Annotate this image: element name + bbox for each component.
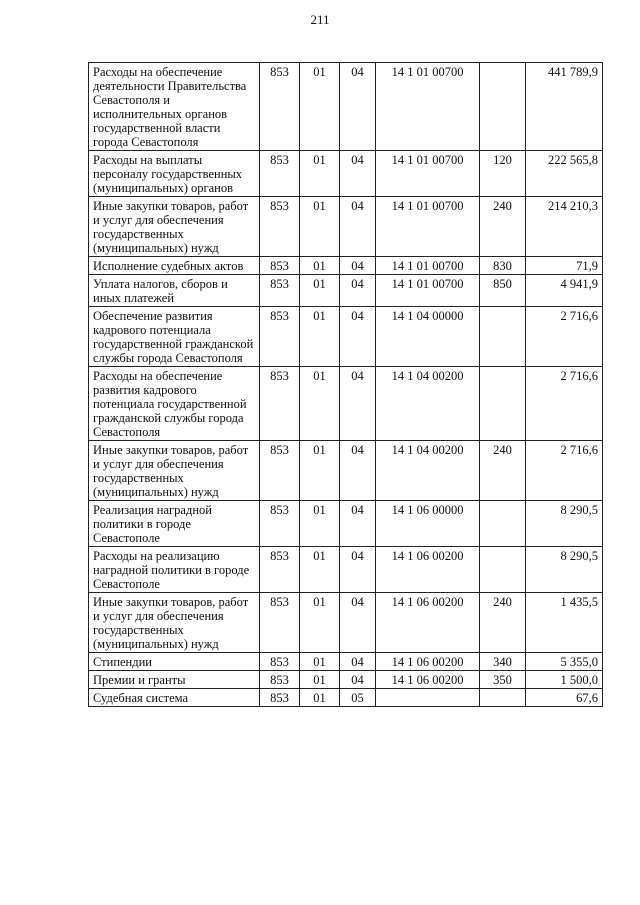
ministry-code-cell: 853 (260, 501, 300, 547)
section-code-cell: 01 (300, 197, 340, 257)
table-row (89, 593, 603, 653)
ministry-code-cell: 853 (260, 689, 300, 707)
expense-name-cell: Исполнение судебных актов (89, 257, 260, 275)
expense-type-cell: 830 (480, 257, 526, 275)
expense-name-cell: Реализация наградной политики в городе Севастополе (89, 501, 260, 547)
subsection-code-cell: 04 (340, 501, 376, 547)
subsection-code-cell: 04 (340, 275, 376, 307)
page-number: 211 (310, 12, 330, 27)
ministry-code-cell: 853 (260, 547, 300, 593)
section-code-cell: 01 (300, 501, 340, 547)
section-code-cell: 01 (300, 653, 340, 671)
subsection-code-cell: 04 (340, 671, 376, 689)
amount-cell: 8 290,5 (526, 501, 603, 547)
amount-cell: 2 716,6 (526, 367, 603, 441)
expense-type-cell (480, 307, 526, 367)
section-code-cell: 01 (300, 151, 340, 197)
ministry-code-cell: 853 (260, 63, 300, 151)
table-row (89, 257, 603, 275)
amount-cell: 1 435,5 (526, 593, 603, 653)
subsection-code-cell: 04 (340, 367, 376, 441)
ministry-code-cell: 853 (260, 653, 300, 671)
table-row (89, 307, 603, 367)
amount-cell: 4 941,9 (526, 275, 603, 307)
budget-table (88, 62, 603, 707)
target-article-cell: 14 1 04 00000 (376, 307, 480, 367)
target-article-cell: 14 1 01 00700 (376, 151, 480, 197)
subsection-code-cell: 04 (340, 653, 376, 671)
table-row (89, 689, 603, 707)
expense-name-cell: Иные закупки товаров, работ и услуг для обеспечения государственных (муниципальных) нужд (89, 441, 260, 501)
expense-name-cell: Премии и гранты (89, 671, 260, 689)
expense-name-cell: Уплата налогов, сборов и иных платежей (89, 275, 260, 307)
amount-cell: 5 355,0 (526, 653, 603, 671)
amount-cell: 67,6 (526, 689, 603, 707)
section-code-cell: 01 (300, 441, 340, 501)
expense-type-cell: 850 (480, 275, 526, 307)
expense-name-cell: Обеспечение развития кадрового потенциала государственной гражданской службы города Севастополя (89, 307, 260, 367)
expense-type-cell: 240 (480, 441, 526, 501)
ministry-code-cell: 853 (260, 671, 300, 689)
subsection-code-cell: 04 (340, 257, 376, 275)
expense-type-cell: 340 (480, 653, 526, 671)
target-article-cell: 14 1 06 00200 (376, 593, 480, 653)
amount-cell: 71,9 (526, 257, 603, 275)
ministry-code-cell: 853 (260, 593, 300, 653)
expense-type-cell: 120 (480, 151, 526, 197)
section-code-cell: 01 (300, 307, 340, 367)
expense-name-cell: Расходы на реализацию наградной политики в городе Севастополе (89, 547, 260, 593)
target-article-cell: 14 1 01 00700 (376, 197, 480, 257)
subsection-code-cell: 05 (340, 689, 376, 707)
section-code-cell: 01 (300, 63, 340, 151)
table-row (89, 547, 603, 593)
expense-name-cell: Иные закупки товаров, работ и услуг для обеспечения государственных (муниципальных) нужд (89, 593, 260, 653)
expense-type-cell (480, 689, 526, 707)
section-code-cell: 01 (300, 257, 340, 275)
target-article-cell (376, 689, 480, 707)
ministry-code-cell: 853 (260, 441, 300, 501)
table-row (89, 653, 603, 671)
amount-cell: 214 210,3 (526, 197, 603, 257)
subsection-code-cell: 04 (340, 547, 376, 593)
ministry-code-cell: 853 (260, 197, 300, 257)
target-article-cell: 14 1 06 00200 (376, 653, 480, 671)
table-row (89, 63, 603, 151)
subsection-code-cell: 04 (340, 197, 376, 257)
expense-name-cell: Судебная система (89, 689, 260, 707)
expense-name-cell: Стипендии (89, 653, 260, 671)
expense-name-cell: Расходы на выплаты персоналу государственных (муниципальных) органов (89, 151, 260, 197)
target-article-cell: 14 1 04 00200 (376, 367, 480, 441)
table-row (89, 671, 603, 689)
expense-type-cell (480, 501, 526, 547)
budget-table-body (89, 63, 603, 707)
expense-type-cell (480, 367, 526, 441)
target-article-cell: 14 1 06 00200 (376, 547, 480, 593)
expense-type-cell: 350 (480, 671, 526, 689)
amount-cell: 441 789,9 (526, 63, 603, 151)
table-row (89, 151, 603, 197)
subsection-code-cell: 04 (340, 307, 376, 367)
section-code-cell: 01 (300, 593, 340, 653)
target-article-cell: 14 1 06 00000 (376, 501, 480, 547)
subsection-code-cell: 04 (340, 441, 376, 501)
target-article-cell: 14 1 01 00700 (376, 275, 480, 307)
table-row (89, 501, 603, 547)
amount-cell: 222 565,8 (526, 151, 603, 197)
amount-cell: 1 500,0 (526, 671, 603, 689)
section-code-cell: 01 (300, 689, 340, 707)
ministry-code-cell: 853 (260, 257, 300, 275)
subsection-code-cell: 04 (340, 151, 376, 197)
ministry-code-cell: 853 (260, 151, 300, 197)
table-row (89, 197, 603, 257)
amount-cell: 2 716,6 (526, 441, 603, 501)
section-code-cell: 01 (300, 367, 340, 441)
subsection-code-cell: 04 (340, 63, 376, 151)
expense-type-cell: 240 (480, 593, 526, 653)
target-article-cell: 14 1 01 00700 (376, 63, 480, 151)
expense-name-cell: Расходы на обеспечение деятельности Правительства Севастополя и исполнительных органов государственной власти города Севастополя (89, 63, 260, 151)
table-row (89, 275, 603, 307)
ministry-code-cell: 853 (260, 307, 300, 367)
ministry-code-cell: 853 (260, 367, 300, 441)
table-row (89, 441, 603, 501)
amount-cell: 2 716,6 (526, 307, 603, 367)
section-code-cell: 01 (300, 671, 340, 689)
table-row (89, 367, 603, 441)
expense-type-cell: 240 (480, 197, 526, 257)
section-code-cell: 01 (300, 275, 340, 307)
expense-type-cell (480, 547, 526, 593)
target-article-cell: 14 1 01 00700 (376, 257, 480, 275)
target-article-cell: 14 1 04 00200 (376, 441, 480, 501)
expense-name-cell: Иные закупки товаров, работ и услуг для обеспечения государственных (муниципальных) нужд (89, 197, 260, 257)
ministry-code-cell: 853 (260, 275, 300, 307)
target-article-cell: 14 1 06 00200 (376, 671, 480, 689)
expense-type-cell (480, 63, 526, 151)
section-code-cell: 01 (300, 547, 340, 593)
amount-cell: 8 290,5 (526, 547, 603, 593)
subsection-code-cell: 04 (340, 593, 376, 653)
expense-name-cell: Расходы на обеспечение развития кадрового потенциала государственной гражданской службы города Севастополя (89, 367, 260, 441)
